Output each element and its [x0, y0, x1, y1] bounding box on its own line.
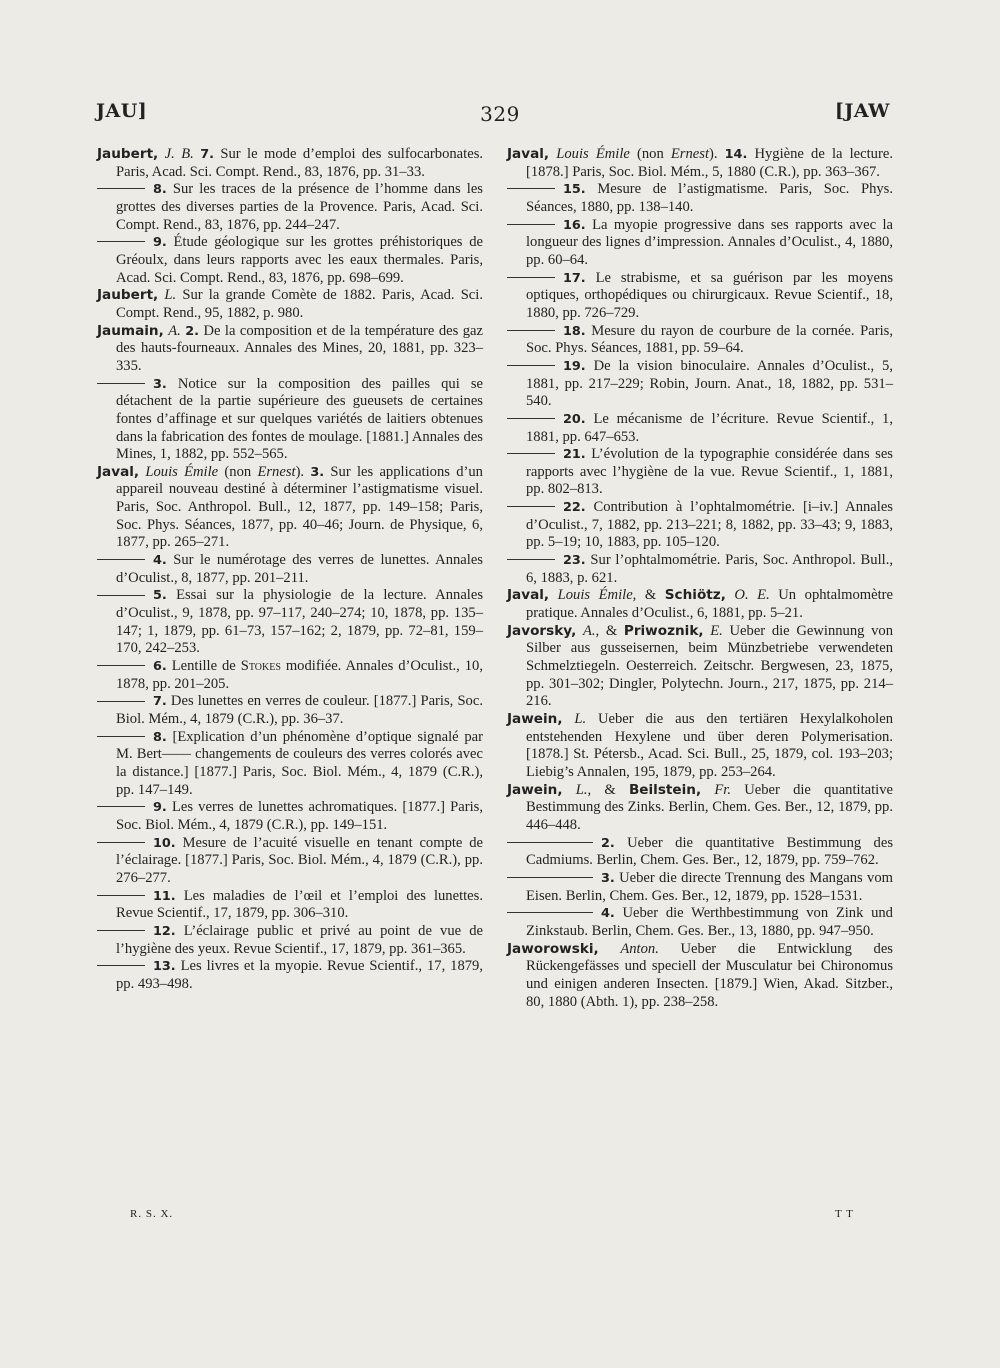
- paper-number: 8.: [153, 182, 167, 198]
- paper-number: 3.: [153, 376, 167, 392]
- ditto-rule: [97, 930, 145, 931]
- ditto-rule: [97, 736, 145, 737]
- bibliography-subentry: [526, 181, 893, 216]
- author-name: Jawein,: [507, 711, 563, 727]
- ditto-rule: [97, 241, 145, 242]
- paper-number: 2.: [601, 835, 615, 851]
- bibliography-subentry: [526, 905, 893, 940]
- entry-text: Étude géologique sur les grottes préhistoriques de Gréoulx, dans leurs rapports avec les eaux thermales. Paris, Acad. Sci. Compt. Rend., 83, 1876, pp. 698–699.: [116, 234, 483, 286]
- bibliography-subentry: [116, 923, 483, 958]
- bibliography-entry: [97, 463, 483, 552]
- ditto-rule: [97, 188, 145, 189]
- entry-text: Hygiène de la lecture. [1878.] Paris, Soc. Biol. Mém., 5, 1880 (C.R.), pp. 363–367.: [526, 146, 893, 180]
- entry-text: Le strabisme, et sa guérison par les moyens optiques, orthopédiques ou chirurgicaux. Revue Scientif., 18, 1880, pp. 726–729.: [526, 269, 894, 321]
- bibliography-subentry: [526, 446, 893, 499]
- author-forename: J. B.: [164, 146, 194, 162]
- entry-connector: (non: [629, 146, 671, 162]
- entry-connector: ).: [295, 463, 305, 480]
- bibliography-subentry: [116, 799, 483, 834]
- paper-number: 12.: [153, 923, 176, 939]
- entry-text: Ueber die directe Trennung des Mangans vom Eisen. Berlin, Chem. Ges. Ber., 12, 1879, pp. 1528–1531.: [526, 869, 893, 904]
- ditto-rule: [507, 277, 555, 278]
- ditto-rule: [507, 506, 555, 507]
- alt-forename: Ernest: [257, 463, 296, 480]
- bibliography-subentry: [116, 376, 483, 464]
- bibliography-entry: [97, 146, 484, 181]
- paper-number: 9.: [153, 800, 167, 816]
- paper-number: 11.: [153, 888, 176, 904]
- paper-number: 21.: [563, 447, 586, 463]
- bibliography-subentry: [526, 323, 893, 358]
- author-name: Javal,: [507, 146, 550, 162]
- paper-number: 7.: [153, 694, 167, 710]
- ditto-rule: [97, 842, 145, 843]
- entry-text: Lentille de: [171, 658, 241, 675]
- author-forename: Louis Émile,: [557, 587, 637, 604]
- bibliography-subentry: [116, 958, 483, 993]
- entry-text: [Explication d’un phénomène d’optique signalé par M. Bert—— changements de couleurs des verres colorés avec la distance.] [1877.] Paris, Soc. Biol. Mém., 4, 1879 (C.R.), pp. 147–149.: [116, 728, 483, 798]
- author-name: Jaworowski,: [507, 940, 599, 957]
- coauthor-name: Beilstein,: [628, 781, 702, 798]
- entry-text: Sur les traces de la présence de l’homme dans les grottes des diverses parties de la Provence. Paris, Acad. Sci. Compt. Rend., 83, 1876, pp. 244–247.: [116, 181, 483, 233]
- entry-text: Sur le mode d’emploi des sulfocarbonates. Paris, Acad. Sci. Compt. Rend., 83, 1876, pp. 31–33.: [116, 146, 484, 180]
- ditto-rule: [97, 559, 145, 560]
- bibliography-subentry: [526, 552, 893, 587]
- author-name: Jaubert,: [97, 287, 159, 304]
- bibliography-entry: [507, 940, 893, 1012]
- entry-connector: &: [591, 781, 629, 798]
- ditto-rule: [97, 595, 145, 596]
- ditto-rule: [97, 665, 145, 666]
- paper-number: 7.: [200, 147, 214, 162]
- entry-text: Sur l’ophtalmométrie. Paris, Soc. Anthropol. Bull., 6, 1883, p. 621.: [526, 552, 893, 586]
- author-name: Jawein,: [507, 781, 563, 798]
- paper-number: 3.: [310, 464, 325, 480]
- author-name: Jaubert,: [97, 146, 159, 162]
- author-forename: L.,: [575, 781, 592, 798]
- bibliography-subentry: [116, 835, 483, 888]
- paper-number: 10.: [153, 835, 176, 851]
- page-number: 329: [480, 102, 520, 126]
- paper-number: 22.: [563, 500, 586, 516]
- bibliography-entry: [97, 287, 483, 322]
- author-name: Javal,: [507, 587, 550, 604]
- paper-number: 4.: [601, 906, 615, 922]
- entry-text: modifiée. Annales d’Oculist., 10, 1878, pp. 201–205.: [116, 658, 483, 692]
- author-forename: L.: [574, 711, 587, 727]
- entry-text: Sur le numérotage des verres de lunettes. Annales d’Oculist., 8, 1877, pp. 201–211.: [116, 552, 483, 586]
- entry-text: Les verres de lunettes achromatiques. [1877.] Paris, Soc. Biol. Mém., 4, 1879 (C.R.), pp. 149–151.: [116, 799, 483, 833]
- bibliography-subentry: [526, 270, 893, 323]
- entry-text: De la composition et de la température des gaz des hauts-fourneaux. Annales des Mines, 20, 1881, pp. 323–335.: [116, 322, 483, 374]
- bibliography-subentry: [116, 552, 483, 587]
- ditto-rule: [507, 912, 593, 913]
- entry-connector: &: [599, 622, 624, 639]
- bibliography-subentry: [526, 499, 893, 552]
- bibliography-subentry: [116, 234, 483, 287]
- running-head-left: JAU]: [96, 100, 148, 122]
- bibliography-entry: [507, 146, 893, 181]
- ditto-rule: [97, 895, 145, 896]
- bibliography-subentry: [116, 658, 483, 693]
- entry-text: Essai sur la physiologie de la lecture. Annales d’Oculist., 9, 1878, pp. 97–117, 240–274; 10, 1878, pp. 135–147; 1, 1879, pp. 61–73, 157–162; 2, 1879, pp. 72–81, 159–170, 242–253.: [116, 587, 484, 657]
- entry-text: Contribution à l’ophtalmométrie. [i–iv.] Annales d’Oculist., 7, 1882, pp. 213–221; 8, 1882, pp. 33–43; 9, 1883, pp. 5–19; 10, 1883, pp. 105–120.: [526, 499, 893, 551]
- paper-number: 2.: [185, 323, 199, 339]
- author-forename: L.: [164, 287, 177, 304]
- entry-connector: &: [636, 587, 665, 604]
- entry-text: Ueber die quantitative Bestimmung des Zinks. Berlin, Chem. Ges. Ber., 12, 1879, pp. 446–448.: [526, 781, 894, 833]
- entry-text: De la vision binoculaire. Annales d’Oculist., 5, 1881, pp. 217–229; Robin, Journ. Anat., 18, 1882, pp. 531–540.: [526, 357, 893, 410]
- ditto-rule: [507, 224, 555, 225]
- paper-number: 5.: [153, 588, 167, 604]
- bibliography-subentry: [116, 587, 483, 658]
- paper-number: 16.: [563, 217, 586, 233]
- paper-number: 13.: [153, 959, 176, 975]
- author-forename: Louis Émile: [145, 463, 219, 480]
- entry-text: Un ophtalmomètre pratique. Annales d’Oculist., 6, 1881, pp. 5–21.: [526, 587, 893, 622]
- entry-text: L’évolution de la typographie considérée dans ses rapports avec l’hygiène de la vue. Revue Scientif., 1, 1881, pp. 802–813.: [526, 446, 893, 498]
- ditto-rule: [507, 559, 555, 560]
- right-column: [507, 146, 893, 1011]
- author-forename: A.,: [582, 622, 600, 639]
- entry-text: Ueber die quantitative Bestimmung des Cadmiums. Berlin, Chem. Ges. Ber., 12, 1879, pp. 759–762.: [526, 834, 894, 869]
- author-forename: A.: [168, 322, 181, 339]
- alt-forename: Ernest: [670, 146, 709, 162]
- entry-text: Ueber die Gewinnung von Silber aus gusseisernen, beim Münzbetriebe verwendeten Schmelztiegeln. Oesterreich. Zeitschr. Bergwesen, 23, 1875, pp. 301–302; Dingler, Polytechn. Journ., 217, 1875, pp. 214–216.: [526, 622, 893, 710]
- bibliography-subentry: [526, 217, 893, 270]
- entry-connector: ).: [709, 146, 718, 162]
- paper-number: 17.: [563, 270, 586, 286]
- entry-text: Sur la grande Comète de 1882. Paris, Acad. Sci. Compt. Rend., 95, 1882, p. 980.: [116, 287, 483, 321]
- bibliography-subentry: [526, 358, 893, 411]
- ditto-rule: [507, 842, 593, 843]
- bibliography-subentry: [116, 888, 483, 923]
- signature-mark: R. S. X.: [130, 1208, 174, 1220]
- entry-text: Des lunettes en verres de couleur. [1877.] Paris, Soc. Biol. Mém., 4, 1879 (C.R.), pp. 36–37.: [116, 693, 483, 727]
- ditto-rule: [507, 330, 555, 331]
- bibliography-entry: [507, 781, 894, 835]
- ditto-rule: [507, 188, 555, 189]
- paper-number: 9.: [153, 235, 167, 251]
- ditto-rule: [507, 418, 555, 419]
- bibliography-subentry: [116, 693, 483, 728]
- bibliography-entry: [507, 711, 893, 782]
- gathering-mark: T T: [835, 1208, 854, 1220]
- coauthor-name: Schiötz,: [664, 587, 726, 604]
- paper-number: 4.: [153, 553, 167, 569]
- entry-text: Ueber die Entwicklung des Rückengefässes und speciell der Musculatur bei Chironomus und einigen anderen Insecten. [1879.] Wien, Akad. Sitzber., 80, 1880 (Abth. 1), pp. 238–258.: [526, 940, 893, 1010]
- entry-text: Le mécanisme de l’écriture. Revue Scientif., 1, 1881, pp. 647–653.: [526, 410, 893, 445]
- paper-number: 6.: [153, 659, 167, 675]
- coauthor-forename: Fr.: [714, 781, 731, 798]
- bibliography-subentry: [116, 729, 483, 800]
- entry-text: Les livres et la myopie. Revue Scientif., 17, 1879, pp. 493–498.: [116, 958, 483, 992]
- entry-text: Ueber die Werthbestimmung von Zink und Zinkstaub. Berlin, Chem. Ges. Ber., 13, 1880, pp. 947–950.: [526, 905, 893, 939]
- coauthor-name: Priwoznik,: [623, 622, 704, 639]
- entry-text: La myopie progressive dans ses rapports avec la longueur des lignes d’impression. Annales d’Oculist., 4, 1880, pp. 60–64.: [526, 216, 893, 268]
- ditto-rule: [97, 383, 145, 384]
- bibliography-entry: [97, 322, 483, 376]
- paper-number: 15.: [563, 182, 586, 198]
- ditto-rule: [507, 877, 593, 878]
- paper-number: 8.: [153, 729, 167, 745]
- paper-number: 23.: [563, 553, 586, 569]
- bibliography-subentry: [116, 181, 483, 234]
- entry-connector: (non: [218, 463, 258, 480]
- coauthor-forename: E.: [710, 622, 723, 639]
- bibliography-entry: [507, 587, 893, 622]
- entry-text: Sur les applications d’un appareil nouveau destiné à déterminer l’astigmatisme visuel. Paris, Soc. Anthropol. Bull., 12, 1877, pp. 149–158; Paris, Soc. Phys. Séances, 1877, pp. 40–46; Journ. de Physique, 6, 1877, pp. 265–271.: [116, 463, 483, 551]
- left-column: [97, 146, 483, 994]
- paper-number: 20.: [563, 411, 586, 427]
- entry-text: Les maladies de l’œil et l’emploi des lunettes. Revue Scientif., 17, 1879, pp. 306–310.: [116, 887, 483, 922]
- entry-text: Ueber die aus den tertiären Hexylalkoholen entstehenden Hexylene und über deren Polymerisation. [1878.] St. Pétersb., Acad. Sci. Bull., 25, 1879, col. 193–203; Liebig’s Annalen, 195, 1879, pp. 253–264.: [526, 711, 893, 780]
- paper-number: 3.: [601, 870, 615, 886]
- entry-text: Mesure de l’astigmatisme. Paris, Soc. Phys. Séances, 1880, pp. 138–140.: [526, 181, 893, 215]
- paper-number: 14.: [724, 147, 748, 162]
- bibliography-subentry: [526, 411, 893, 446]
- ditto-rule: [97, 806, 145, 807]
- bibliography-subentry: [526, 835, 893, 870]
- entry-name-smallcaps: Stokes: [240, 658, 281, 675]
- author-forename: Anton.: [620, 940, 659, 957]
- entry-text: L’éclairage public et privé au point de vue de l’hygiène des yeux. Revue Scientif., 17, 1879, pp. 361–365.: [116, 922, 483, 957]
- bibliography-subentry: [526, 870, 893, 905]
- entry-text: Mesure du rayon de courbure de la cornée. Paris, Soc. Phys. Séances, 1881, pp. 59–64.: [526, 322, 893, 357]
- ditto-rule: [507, 453, 555, 454]
- bibliography-entry: [507, 622, 893, 711]
- entry-text: Notice sur la composition des pailles qui se détachent de la partie supérieure des gueusets de certaines fontes d’affinage et sur quelques variétés de laitiers obtenues dans la fabrication des fontes de moulage. [1881.] Annales des Mines, 1, 1882, pp. 552–565.: [116, 375, 483, 463]
- author-name: Javal,: [97, 463, 140, 480]
- ditto-rule: [97, 965, 145, 966]
- running-head-right: [JAW: [834, 100, 890, 122]
- ditto-rule: [507, 365, 555, 366]
- entry-text: Mesure de l’acuité visuelle en tenant compte de l’éclairage. [1877.] Paris, Soc. Biol. Mém., 4, 1879 (C.R.), pp. 276–277.: [116, 834, 483, 886]
- author-name: Jaumain,: [97, 322, 164, 339]
- paper-number: 19.: [563, 358, 586, 374]
- author-name: Javorsky,: [507, 622, 577, 639]
- paper-number: 18.: [563, 323, 586, 339]
- author-forename: Louis Émile: [556, 146, 630, 162]
- ditto-rule: [97, 701, 145, 702]
- coauthor-forename: O. E.: [734, 587, 770, 604]
